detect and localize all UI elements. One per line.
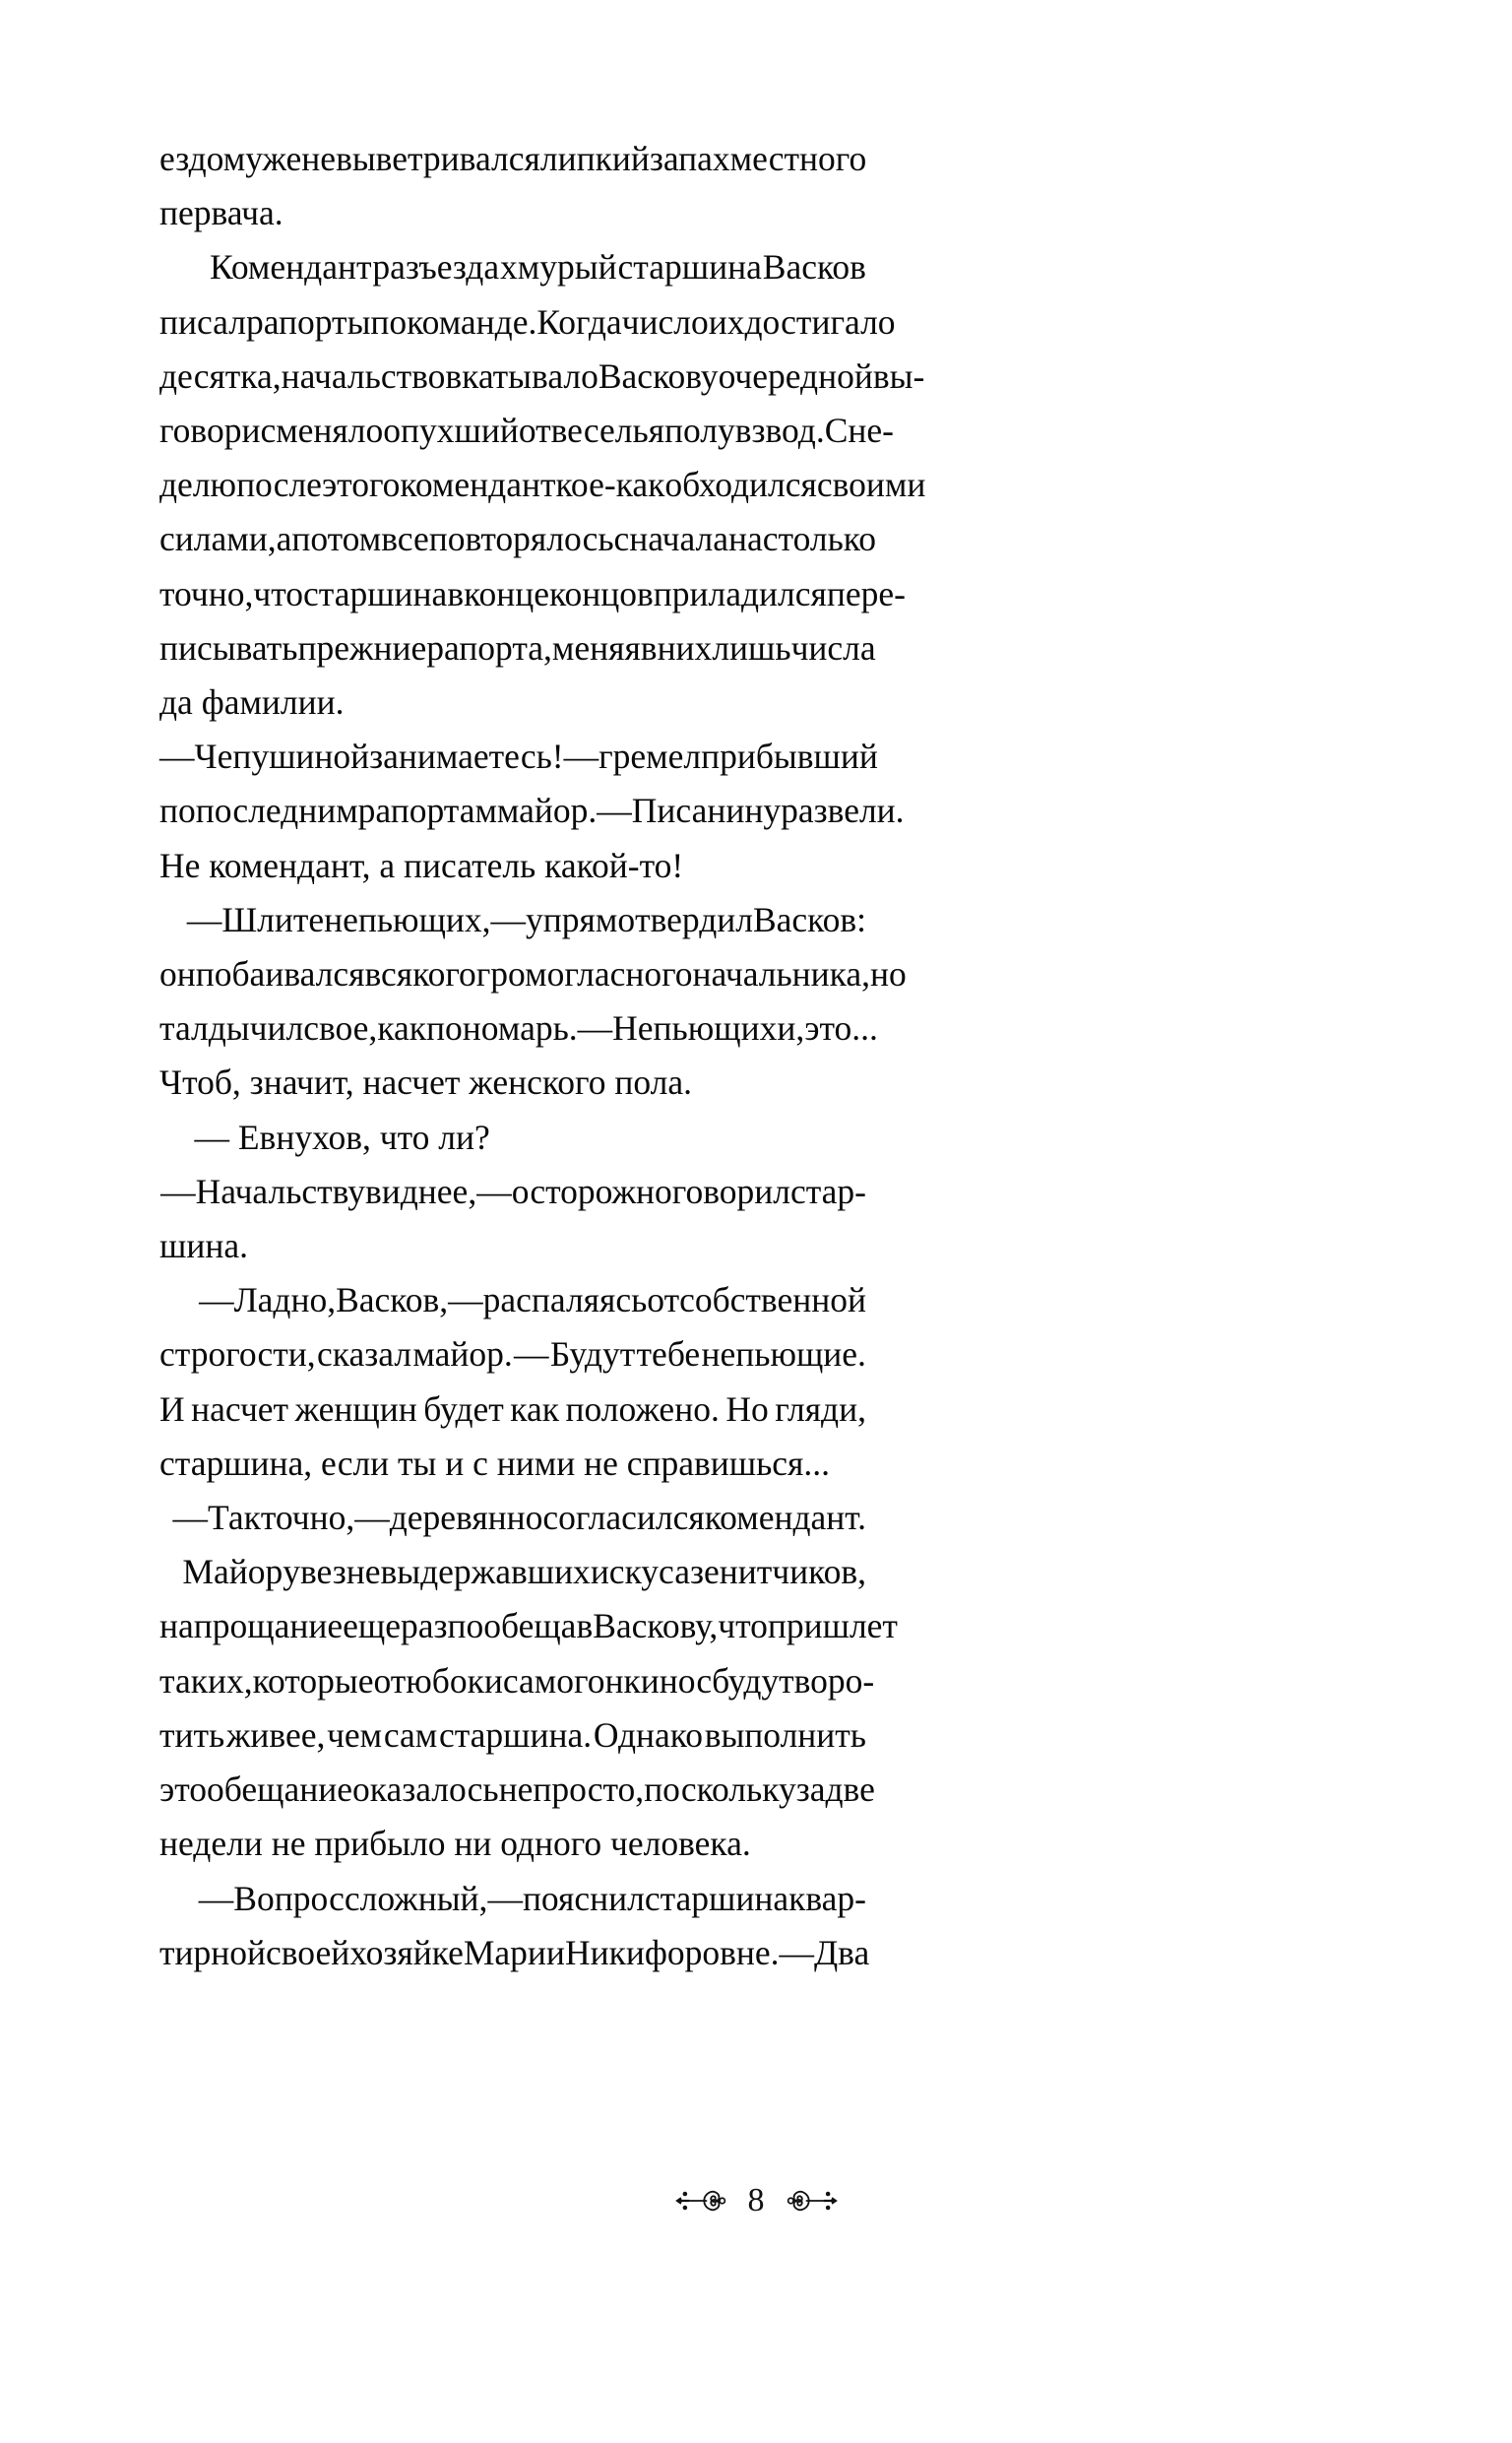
- text-word: за: [795, 1769, 826, 1810]
- text-word: положено.: [565, 1388, 720, 1429]
- text-word: рапорта,: [426, 627, 552, 668]
- text-word: говор: [159, 411, 242, 451]
- text-line: старшина, если ты и с ними не справишься...: [159, 1443, 831, 1483]
- text-word: полувзвод.: [664, 411, 825, 451]
- text-line: [159, 1872, 866, 1926]
- text-line: первача.: [159, 193, 284, 233]
- text-word: говорил: [671, 1171, 790, 1211]
- text-word: —: [354, 1498, 390, 1538]
- text-word: сменяло: [260, 411, 384, 451]
- text-line: [159, 240, 866, 294]
- text-line: [159, 1273, 866, 1327]
- text-word: строгости,: [159, 1334, 316, 1375]
- text-line: [159, 1763, 875, 1817]
- text-word: вы-: [872, 355, 925, 396]
- text-word: прежние: [297, 627, 427, 668]
- text-word: приладился: [653, 573, 827, 613]
- text-word: пере-: [826, 573, 906, 613]
- text-word: упрямо: [526, 899, 636, 939]
- text-word: в: [447, 573, 465, 613]
- text-word: —: [198, 1878, 234, 1918]
- text-word: хозяйке: [349, 1932, 464, 1972]
- text-word: это: [159, 1769, 208, 1810]
- text-word: насчет: [191, 1388, 289, 1429]
- text-line: шина.: [159, 1226, 248, 1266]
- text-line: [159, 1545, 866, 1599]
- text-word: прибывший: [701, 737, 878, 777]
- text-line: [159, 1491, 866, 1545]
- text-line: [159, 1327, 866, 1382]
- text-word: не: [346, 1552, 381, 1592]
- text-word: Никифоровне.: [564, 1932, 780, 1972]
- text-word: Вопрос: [233, 1878, 345, 1918]
- text-word: очередной: [718, 355, 873, 396]
- text-word: силами,: [159, 519, 277, 559]
- text-word: —: [160, 1171, 196, 1211]
- text-line: [159, 947, 907, 1001]
- text-word: рапортам: [357, 791, 497, 831]
- text-word: пообещав: [447, 1606, 594, 1646]
- text-line: [159, 730, 878, 784]
- text-line: [159, 350, 925, 404]
- text-word: как: [510, 1388, 560, 1429]
- text-word: талдычил: [159, 1008, 304, 1049]
- text-word: начальство: [281, 355, 446, 396]
- text-word: живее,: [225, 1714, 326, 1755]
- text-word: согласился: [542, 1498, 705, 1538]
- text-word: которые: [252, 1660, 374, 1701]
- text-word: —: [172, 1498, 209, 1538]
- text-word: непросто,: [498, 1769, 645, 1810]
- text-word: них: [657, 627, 713, 668]
- text-word: и: [483, 1660, 503, 1701]
- text-word: квар-: [788, 1878, 866, 1918]
- text-word: разъезда: [372, 247, 500, 288]
- text-word: числа: [790, 627, 876, 668]
- text-word: —: [779, 1932, 814, 1972]
- text-word: майор.: [496, 791, 598, 831]
- text-word: своей: [266, 1932, 350, 1972]
- text-word: —: [476, 1171, 512, 1211]
- text-line: [159, 1165, 866, 1219]
- text-word: —: [159, 737, 195, 777]
- text-word: точно,: [260, 1498, 355, 1538]
- text-word: искуса: [590, 1552, 691, 1592]
- text-word: в: [640, 627, 658, 668]
- text-word: и,: [777, 1008, 805, 1049]
- text-word: комендант.: [704, 1498, 866, 1538]
- text-word: выветривался: [336, 139, 540, 178]
- text-word: по: [370, 301, 408, 342]
- text-line: [159, 458, 926, 512]
- text-word: сложный,: [344, 1878, 488, 1918]
- text-word: Когда: [536, 301, 622, 342]
- text-word: веселья: [550, 411, 664, 451]
- text-word: —: [199, 1280, 234, 1320]
- text-word: осторожно: [511, 1171, 672, 1211]
- text-word: делю: [159, 465, 237, 505]
- text-word: старшина: [303, 573, 448, 613]
- text-word: пояснил: [522, 1878, 645, 1918]
- text-word: громогласного: [475, 954, 693, 995]
- text-word: запах: [649, 139, 730, 178]
- text-line: [159, 567, 906, 621]
- text-word: Два: [813, 1932, 870, 1972]
- text-word: старшина: [617, 247, 762, 288]
- paragraph-indent: [159, 1545, 182, 1599]
- text-word: распаляясь: [482, 1280, 648, 1320]
- text-word: гремел: [598, 737, 702, 777]
- text-word: будут: [712, 1660, 794, 1701]
- text-word: после: [236, 465, 322, 505]
- text-word: поскольку: [644, 1769, 796, 1810]
- text-word: сначала: [613, 519, 729, 559]
- text-word: сам: [383, 1714, 438, 1755]
- text-word: непьющих,: [324, 899, 491, 939]
- text-line: [159, 1708, 866, 1763]
- text-word: писывать: [159, 627, 298, 668]
- paragraph-indent: [159, 1273, 199, 1327]
- text-word: развели.: [781, 791, 905, 831]
- text-word: писал: [159, 301, 246, 342]
- text-word: увез: [283, 1552, 346, 1592]
- text-word: старшина: [644, 1878, 789, 1918]
- text-word: Васкову: [598, 355, 719, 396]
- text-word: не: [301, 139, 337, 178]
- paragraph-indent: [159, 893, 187, 947]
- text-word: Однако: [593, 1714, 703, 1755]
- text-word: гляди,: [775, 1388, 866, 1429]
- text-word: Но: [725, 1388, 769, 1429]
- text-word: непьющие.: [701, 1334, 866, 1375]
- text-word: Васков: [762, 247, 866, 288]
- text-word: Ладно,: [233, 1280, 337, 1320]
- text-word: вкатывало: [445, 355, 598, 396]
- text-word: С: [824, 411, 849, 451]
- text-word: чем: [327, 1714, 383, 1755]
- text-word: все: [381, 519, 429, 559]
- text-word: твердил: [635, 899, 753, 939]
- text-word: Писанину: [631, 791, 782, 831]
- text-word: —: [563, 737, 599, 777]
- text-word: Марии: [463, 1932, 565, 1972]
- text-word: две: [825, 1769, 875, 1810]
- text-line: [159, 621, 876, 675]
- text-word: липкий: [539, 139, 650, 178]
- text-word: последним: [195, 791, 358, 831]
- text-word: Будут: [549, 1334, 636, 1375]
- text-word: их: [708, 301, 745, 342]
- text-line: [159, 1654, 875, 1708]
- text-word: виднее,: [364, 1171, 477, 1211]
- text-word: —: [448, 1280, 483, 1320]
- paragraph-indent: [159, 1872, 199, 1926]
- text-word: нос: [659, 1660, 713, 1701]
- text-word: Шлите: [221, 899, 325, 939]
- text-line: да фамилии.: [159, 682, 345, 723]
- text-line: [159, 893, 866, 947]
- text-word: местного: [729, 139, 867, 178]
- text-word: потом: [291, 519, 382, 559]
- text-word: этого: [321, 465, 401, 505]
- text-word: —: [577, 1008, 613, 1049]
- text-line: [159, 404, 894, 458]
- text-word: концов: [549, 573, 654, 613]
- text-line: [159, 1001, 878, 1056]
- text-word: выдержавших: [380, 1552, 591, 1592]
- text-word: уже: [245, 139, 302, 178]
- text-word: достигало: [744, 301, 896, 342]
- text-word: юбок: [406, 1660, 484, 1701]
- text-word: деревянно: [389, 1498, 543, 1538]
- text-word: а: [276, 519, 292, 559]
- text-line: — Евнухов, что ли?: [159, 1117, 490, 1157]
- text-line: [159, 1382, 866, 1437]
- text-word: на: [159, 1606, 194, 1646]
- text-word: обещание: [207, 1769, 352, 1810]
- text-word: повторялось: [428, 519, 614, 559]
- text-word: самогонки: [502, 1660, 660, 1701]
- text-word: старшина.: [438, 1714, 593, 1755]
- text-word: точно,: [159, 573, 254, 613]
- text-word: воро-: [793, 1660, 875, 1701]
- text-word: как: [377, 1008, 427, 1049]
- text-word: своими: [816, 465, 926, 505]
- text-word: кое-как: [555, 465, 665, 505]
- text-word: и: [241, 411, 261, 451]
- text-line: Чтоб, значит, насчет женского пола.: [159, 1062, 692, 1103]
- text-word: Васков:: [752, 899, 866, 939]
- text-word: рапорты: [245, 301, 371, 342]
- text-word: это...: [804, 1008, 878, 1049]
- text-word: что: [253, 573, 304, 613]
- text-word: побаивался: [195, 954, 365, 995]
- text-line: Не комендант, а писатель какой-то!: [159, 845, 684, 885]
- text-word: —: [186, 899, 222, 939]
- text-word: число: [621, 301, 709, 342]
- fleuron-ornament-right-icon: [787, 2184, 840, 2218]
- text-word: десятка,: [159, 355, 282, 396]
- text-word: начальника,: [692, 954, 871, 995]
- text-line: недели не прибыло ни одного человека.: [159, 1824, 751, 1864]
- text-word: собственной: [679, 1280, 866, 1320]
- text-line: [159, 295, 896, 350]
- text-line: [159, 1599, 898, 1653]
- text-word: но: [870, 954, 907, 995]
- text-line: [159, 512, 876, 566]
- text-word: Комендант: [209, 247, 372, 288]
- text-word: Начальству: [195, 1171, 365, 1211]
- page-number: 8: [747, 2182, 765, 2218]
- text-word: тить: [159, 1714, 225, 1755]
- text-word: по: [159, 791, 196, 831]
- paragraph-indent: [159, 240, 209, 294]
- text-word: Васков,: [336, 1280, 449, 1320]
- page-footer: [0, 2184, 1512, 2218]
- text-word: комендант: [400, 465, 556, 505]
- text-word: опухший: [383, 411, 519, 451]
- text-word: конце: [464, 573, 550, 613]
- text-word: что: [718, 1606, 768, 1646]
- text-word: еще: [343, 1606, 401, 1646]
- text-word: пришлет: [767, 1606, 898, 1646]
- text-word: —: [487, 1878, 523, 1918]
- text-word: обходился: [664, 465, 817, 505]
- text-word: меняя: [551, 627, 641, 668]
- text-word: сказал: [317, 1334, 412, 1375]
- text-word: от: [647, 1280, 680, 1320]
- paragraph-indent: [159, 1491, 173, 1545]
- text-word: —: [514, 1334, 549, 1375]
- text-word: настолько: [728, 519, 876, 559]
- text-word: команде.: [407, 301, 537, 342]
- text-word: стар-: [789, 1171, 866, 1211]
- text-word: Чепушиной: [194, 737, 370, 777]
- text-word: раз: [400, 1606, 448, 1646]
- text-word: прощание: [193, 1606, 344, 1646]
- text-word: не-: [848, 411, 894, 451]
- text-word: Непьющих: [612, 1008, 778, 1049]
- text-word: Так: [208, 1498, 261, 1538]
- text-word: —: [597, 791, 632, 831]
- text-word: тебе: [636, 1334, 701, 1375]
- text-line: [159, 132, 866, 186]
- text-word: женщин: [294, 1388, 417, 1429]
- text-word: занимаетесь!: [369, 737, 564, 777]
- text-word: пономарь.: [426, 1008, 578, 1049]
- text-word: выполнить: [704, 1714, 866, 1755]
- text-line: [159, 1926, 870, 1980]
- text-word: свое,: [303, 1008, 378, 1049]
- text-word: от: [518, 411, 551, 451]
- text-word: от: [373, 1660, 407, 1701]
- text-word: тирной: [159, 1932, 267, 1972]
- text-word: оказалось: [352, 1769, 499, 1810]
- text-word: всякого: [364, 954, 476, 995]
- text-word: будет: [423, 1388, 504, 1429]
- body-text: [159, 132, 926, 1980]
- text-word: Васкову,: [593, 1606, 719, 1646]
- text-word: И: [159, 1388, 185, 1429]
- text-word: таких,: [159, 1660, 253, 1701]
- text-word: хмурый: [500, 247, 617, 288]
- text-word: он: [159, 954, 196, 995]
- text-word: ездом: [159, 139, 246, 178]
- text-word: лишь: [712, 627, 791, 668]
- text-word: зенитчиков,: [690, 1552, 866, 1592]
- text-word: —: [490, 899, 527, 939]
- text-word: Майор: [182, 1552, 284, 1592]
- fleuron-ornament-left-icon: [673, 2184, 726, 2218]
- text-word: майор.: [412, 1334, 513, 1375]
- text-line: [159, 784, 905, 838]
